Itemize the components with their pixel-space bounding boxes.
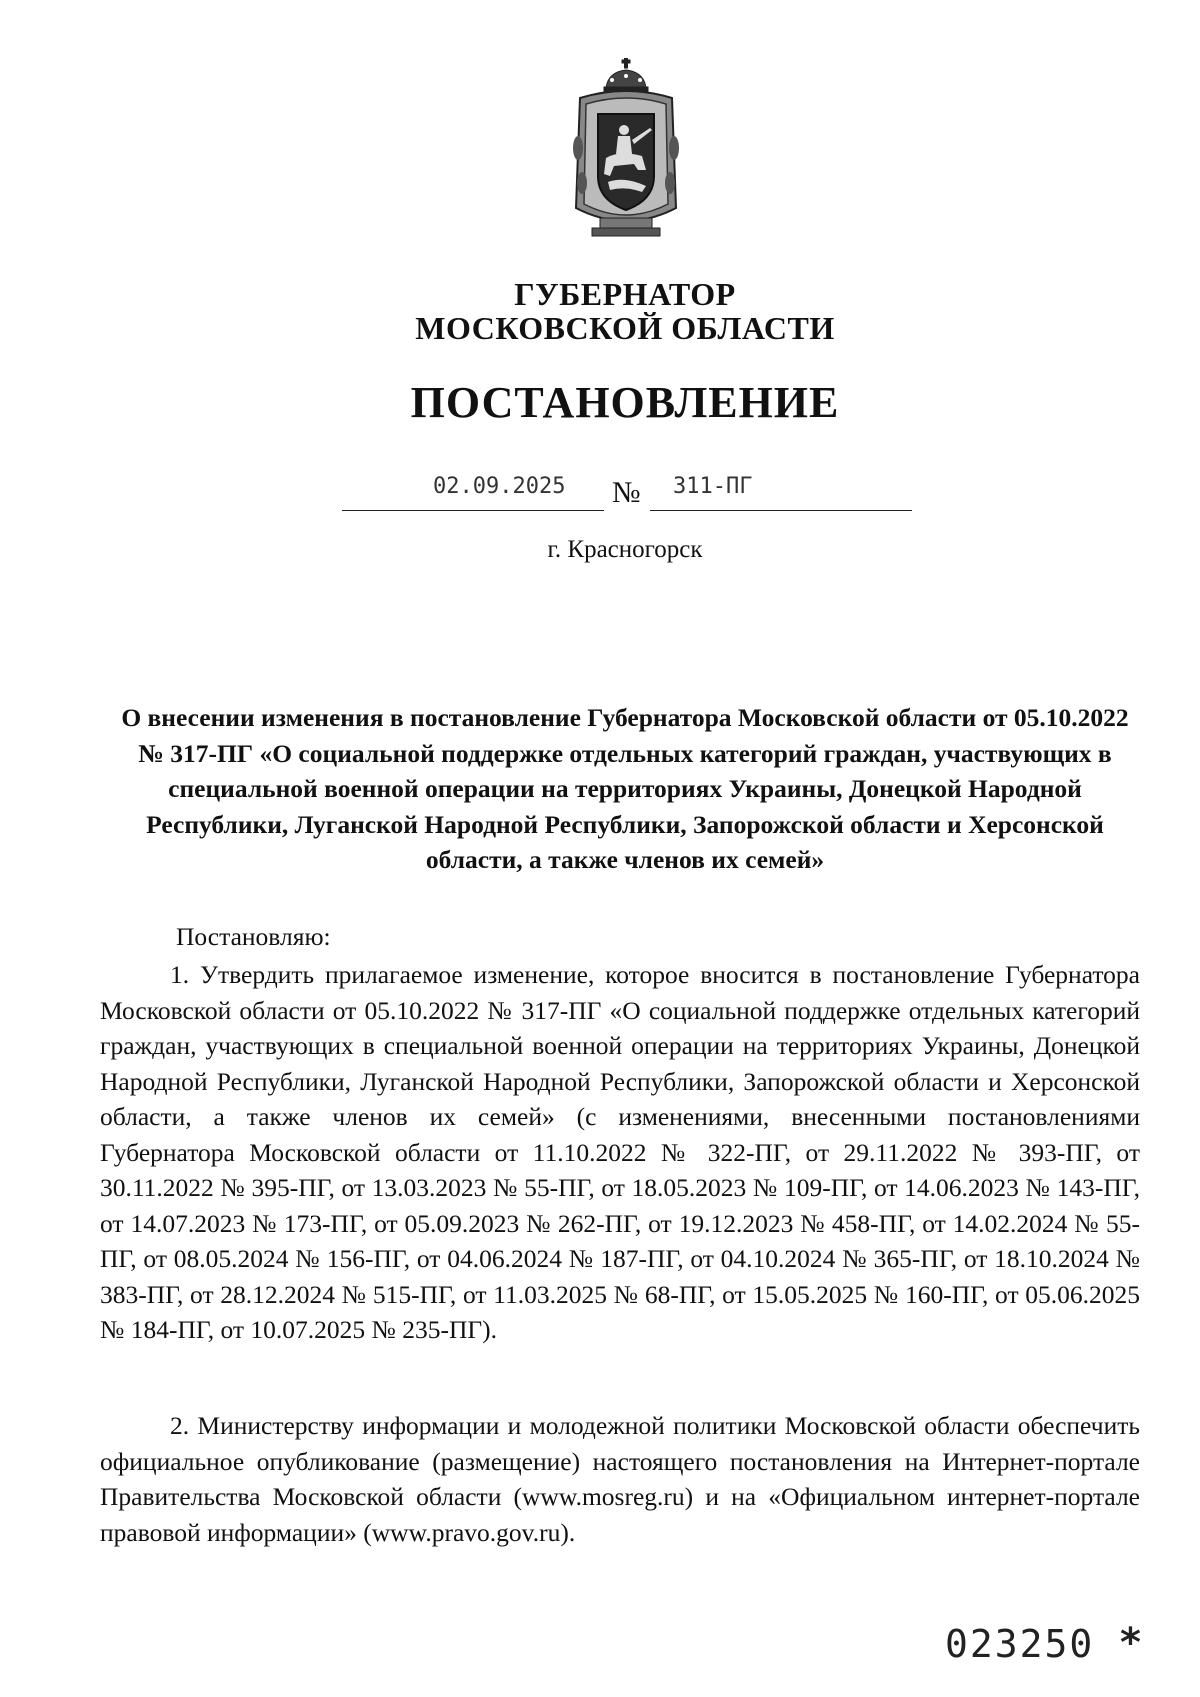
coat-of-arms-emblem: [560, 58, 692, 244]
body-item-2: [100, 1408, 1140, 1550]
authority-title-line2: МОСКОВСКОЙ ОБЛАСТИ: [415, 310, 835, 346]
resolution-intro: Постановляю:: [176, 922, 331, 951]
serial-asterisk-mark: *: [1120, 1620, 1141, 1666]
registration-date: 02.09.2025: [433, 474, 566, 499]
document-type-heading: ПОСТАНОВЛЕНИЕ: [410, 378, 840, 427]
serial-number: 023250: [945, 1622, 1095, 1666]
body-item-2-text: 2. Министерству информации и молодежной политики Московской области обеспечить официальное опубликование (размещение) настоящего постановления на Интернет-портале Правительства Московской области (www.mosreg.ru) и на «Официальном интернет-портале правовой информации» (www.pravo.gov.ru).: [100, 1411, 1140, 1547]
body-item-1: [100, 957, 1140, 1348]
authority-title-line1: ГУБЕРНАТОР: [514, 276, 736, 312]
registration-number: 311-ПГ: [673, 474, 753, 499]
issue-city: г. Красногорск: [547, 536, 703, 563]
registration-number-sign: №: [612, 476, 641, 509]
body-item-1-text: 1. Утвердить прилагаемое изменение, которое вносится в постановление Губернатора Московской области от 05.10.2022 № 317-ПГ «О социальной поддержке отдельных категорий граждан, участвующих в специальной военной операции на территориях Украины, Донецкой Народной Республики, Луганской Народной Республики, Запорожской области и Херсонской области, а также членов их семей» (с изменениями, внесенными постановлениями Губернатора Московской области от 11.10.2022 № 322-ПГ, от 29.11.2022 № 393-ПГ, от 30.11.2022 № 395-ПГ, от 13.03.2023 № 55-ПГ, от 18.05.2023 № 109-ПГ, от 14.06.2023 № 143-ПГ, от 14.07.2023 № 173-ПГ, от 05.09.2023 № 262-ПГ, от 19.12.2023 № 458-ПГ, от 14.02.2024 № 55-ПГ, от 08.05.2024 № 156-ПГ, от 04.06.2024 № 187-ПГ, от 04.10.2024 № 365-ПГ, от 18.10.2024 № 383-ПГ, от 28.12.2024 № 515-ПГ, от 11.03.2025 № 68-ПГ, от 15.05.2025 № 160-ПГ, от 05.06.2025 № 184-ПГ, от 10.07.2025 № 235-ПГ).: [100, 960, 1140, 1344]
document-title: О внесении изменения в постановление Губернатора Московской области от 05.10.2022 № 317-ПГ «О социальной поддержке отдельных категорий граждан, участвующих в специальной военной операции на территориях Украины, Донецкой Народной Республики, Луганской Народной Республики, Запорожской области и Херсонской области, а также членов их семей»: [121, 703, 1129, 874]
